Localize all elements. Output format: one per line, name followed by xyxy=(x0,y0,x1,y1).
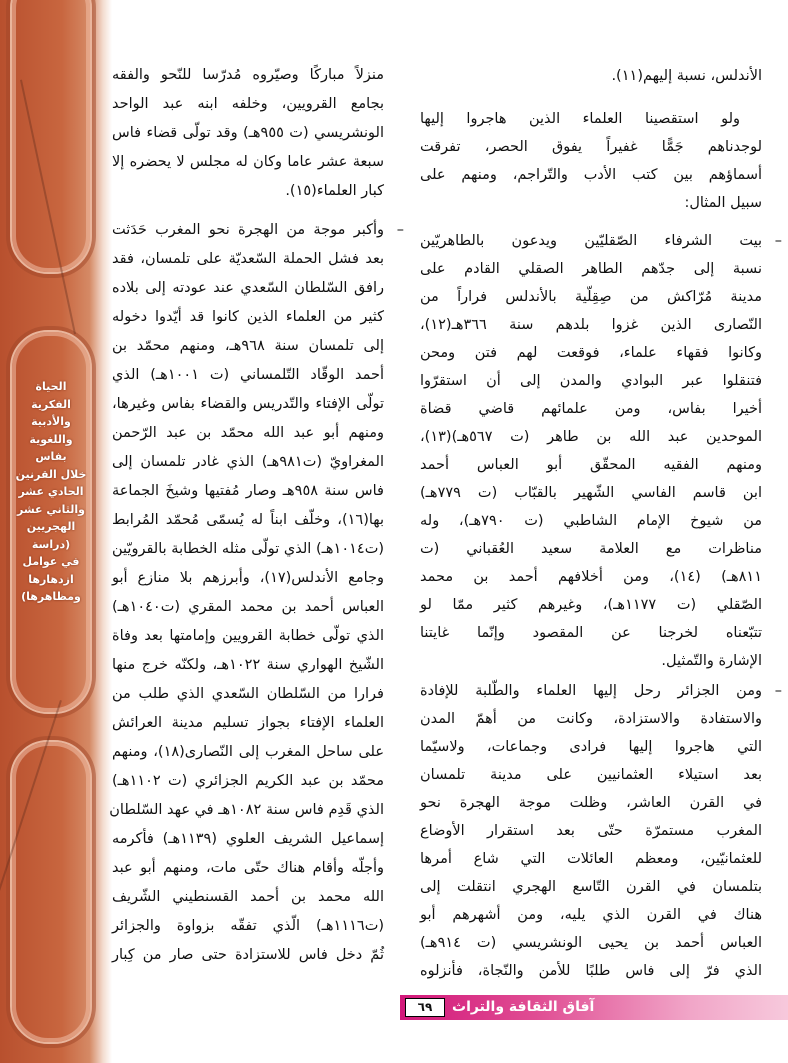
text-line: العباس أحمد بن يحيى الونشريسي (ت ٩١٤هـ) xyxy=(420,935,762,951)
text-line: أحمد الوقّاد التّلمساني (ت ١٠٠١هـ) الذي xyxy=(112,367,385,383)
text-line: إسماعيل الشريف العلوي (١١٣٩هـ) فأكرمه xyxy=(112,831,384,847)
page-number: ٦٩ xyxy=(405,998,445,1017)
text-line: وكانوا فقهاء علماء، فوقعت لهم فتن ومحن xyxy=(420,345,762,361)
text-line: ابن قاسم الفاسي الشّهير بالقبّاب (ت ٧٧٩هـ) xyxy=(420,485,762,501)
paragraph xyxy=(112,61,384,206)
text-line: محمّد بن عبد الكريم الجزائري (ت ١١٠٢هـ) xyxy=(112,773,384,789)
text-line: ومنهم الفقيه المحقّق أبو العباس أحمد xyxy=(420,457,762,473)
text-line: المغراويّ (ت٩٨١هـ) الذي غادر تلمسان إلى xyxy=(112,454,385,470)
sidebar-title-line: خلال القرنين xyxy=(15,467,87,481)
article-title-vertical xyxy=(8,378,94,606)
text-line: تولّى الإفتاء والتّدريس والقضاء بفاس وغيرها، xyxy=(112,396,384,412)
paragraph xyxy=(420,62,762,90)
text-line: بعد فشل الحملة السّعديّة على تلمسان، فقد xyxy=(112,251,384,267)
text-line: بجامع القرويين، وخلفه ابنه عبد الواحد xyxy=(112,96,384,112)
text-line: رافق السّلطان السّعدي عند عودته إلى بلاده xyxy=(112,280,384,296)
text-line: أسماؤهم بين كتب الأدب والتّراجم، ومنهم على xyxy=(420,167,762,183)
text-line: العباس أحمد بن محمد المقري (ت١٠٤٠هـ) xyxy=(112,599,384,615)
text-line: ٨١١هـ) (١٤)، ومن أخلافهم أحمد بن محمد xyxy=(420,569,762,585)
text-line: الونشريسي (ت ٩٥٥هـ) وقد تولّى قضاء فاس xyxy=(112,125,384,141)
sidebar-title-line: الفكرية xyxy=(31,397,71,411)
text-line: وأجلّه وأقام هناك حتّى مات، ومنهم أبو عبد xyxy=(112,860,384,876)
decorative-sidebar xyxy=(0,0,112,1063)
text-line: (ت١١١٦هـ) الّذي تفقّه بزواوة والجزائر xyxy=(112,918,384,934)
paragraph xyxy=(420,105,762,217)
text-line: ومنهم أبو عبد الله محمّد بن عبد الرّحمن xyxy=(112,425,384,441)
arabesque-ornament xyxy=(10,740,92,1044)
text-line: من شيوخ الإمام الشاطبي (ت ٧٩٠هـ)، وله xyxy=(420,513,762,529)
bullet-dash: – xyxy=(774,683,782,699)
text-line: وجامع الأندلس(١٧)، وأبرزهم بلا منازع أبو xyxy=(112,570,384,586)
text-line: تتبّعناه لخرجنا عن المقصود وإنّما غايتنا xyxy=(420,625,762,641)
bullet-dash: – xyxy=(774,233,782,249)
footer-bar xyxy=(400,995,788,1020)
text-line: مدينة مُرّاكش من صِقِلّية بالأندلس فراراً من xyxy=(420,289,762,305)
text-line: على ساحل المغرب إلى النّصارى(١٨)، ومنهم xyxy=(112,744,384,760)
text-line: العلماء الإفتاء بجواز تسليم مدينة العرائش xyxy=(112,715,384,731)
text-line: فاس سنة ٩٥٨هـ وصار مُفتيها وشيخَ الجماعة xyxy=(112,483,384,499)
text-line: سبيل المثال: xyxy=(684,195,762,211)
sidebar-title-line: (دراسة xyxy=(31,537,71,551)
text-line: هناك في القرن الذي يليه، ومن أشهرهم أبو xyxy=(420,907,762,923)
text-line: الموحدين عبد الله بن طاهر (ت ٥٦٧هـ)(١٣)، xyxy=(420,429,762,445)
text-line: في القرن العاشر، وظلت موجة الهجرة نحو xyxy=(420,795,762,811)
text-line: والاستفادة والاستزادة، وكانت من أهمّ المدن xyxy=(420,711,762,727)
sidebar-title-line: الهجريين xyxy=(26,520,76,533)
sidebar-title-line: الحادي عشر xyxy=(18,485,84,498)
sidebar-title-line: ازدهارها xyxy=(28,572,74,586)
text-line: ومن الجزائر رحل إليها العلماء والطّلبة للإفادة xyxy=(420,683,762,699)
arabesque-ornament xyxy=(10,0,92,274)
text-line: ثُمّ دخل فاس للاستزادة حتى صار من كِبار xyxy=(112,947,384,963)
text-line: وأكبر موجة من الهجرة نحو المغرب حَدَثت xyxy=(112,222,384,238)
text-line: بها(١٦)، وخلّف ابناً له يُسمّى مُحمّد المُرابط xyxy=(112,512,384,528)
text-line: أخيرا بفاس، ومن علمائهم قاضي قضاة xyxy=(420,401,762,417)
text-line: كثير من العلماء الذين كانوا قد أيّدوا دخوله xyxy=(112,309,384,325)
bullet-item xyxy=(420,227,782,675)
sidebar-title-line: بفاس xyxy=(35,450,67,463)
text-line: بتلمسان في القرن التّاسع الهجري انتقلت إلى xyxy=(420,879,762,895)
text-line: الشّيخ الهواري سنة ١٠٢٢هـ، ولكنّه خرج منها xyxy=(112,657,385,673)
magazine-title: آفاق الثقافة والتراث xyxy=(452,999,595,1015)
sidebar-title-line: الحياة xyxy=(35,380,67,393)
text-line: ولو استقصينا العلماء الذين هاجروا إليها xyxy=(420,111,740,127)
sidebar-title-line: في عوامل xyxy=(22,555,80,568)
text-line: الذي تولّى خطابة القرويين وإمامتها بعد وفاة xyxy=(112,628,384,644)
text-line: المغرب مستمرّة حتّى بعد استقرار الأوضاع xyxy=(420,823,762,839)
text-line: إلى تلمسان سنة ٩٦٨هـ، ومنهم محمّد بن xyxy=(112,338,384,354)
text-line: منزلاً مباركًا وصيّروه مُدرّسا للنّحو والفقه xyxy=(112,67,384,83)
text-line: مناظرات مع العلامة سعيد العُقباني (ت xyxy=(420,541,762,557)
sidebar-title-line: واللغوية xyxy=(29,432,73,446)
text-line: نسبة إلى جدّهم الطاهر الصقلي القادم على xyxy=(420,261,762,277)
text-line: فتنقلوا عبر البوادي والمدن إلى أن استقرّوا xyxy=(420,373,762,389)
text-line: الذي فرّ إلى فاس طلبًا للأمن والنّجاة، فأنزلوه xyxy=(420,963,762,979)
text-line: بيت الشرفاء الصّقليّين ويدعون بالطاهريّين xyxy=(420,233,762,249)
text-line: سبعة عشر عاما وكان له مجلس لا يحضره إلا xyxy=(112,154,384,170)
text-line: بعد استيلاء العثمانيين على مدينة تلمسان xyxy=(420,767,762,783)
text-line: النّصارى الذين غزوا بلدهم سنة ٣٦٦هـ(١٢)، xyxy=(420,317,762,333)
text-line: فرارا من السّلطان السّعدي الذي طلب من xyxy=(112,686,384,702)
text-line: الذي قَدِم فاس سنة ١٠٨٢هـ في عهد السّلطان xyxy=(109,802,384,818)
text-line: الله محمد بن أحمد القسنطيني الشّريف xyxy=(112,889,384,905)
text-line: الأندلس، نسبة إليهم(١١). xyxy=(611,68,762,84)
text-line: التي هاجروا إليها فرادى وجماعات، ولاسيّما xyxy=(420,739,762,755)
text-line: كبار العلماء(١٥). xyxy=(285,183,384,199)
text-line: لوجدناهم جَمًّا غفيراً يفوق الحصر، تفرقت xyxy=(420,139,762,155)
bullet-item xyxy=(420,677,782,985)
bullet-dash: – xyxy=(396,222,404,238)
sidebar-title-line: ومظاهرها) xyxy=(21,590,81,603)
text-line: الإشارة والتّمثيل. xyxy=(661,653,762,669)
text-line: الصّقلي (ت ١١٧٧هـ)، وغيرهم كثير ممّا لو xyxy=(420,597,762,613)
text-line: (ت١٠١٤هـ) الذي تولّى مثله الخطابة بالقرويّين xyxy=(112,541,384,557)
bullet-item xyxy=(109,216,404,970)
sidebar-title-line: والأدبية xyxy=(31,415,71,428)
sidebar-title-line: والثاني عشر xyxy=(17,502,85,516)
text-line: للعثمانيّين، ومعظم العائلات التي شاع أمرها xyxy=(420,851,762,867)
